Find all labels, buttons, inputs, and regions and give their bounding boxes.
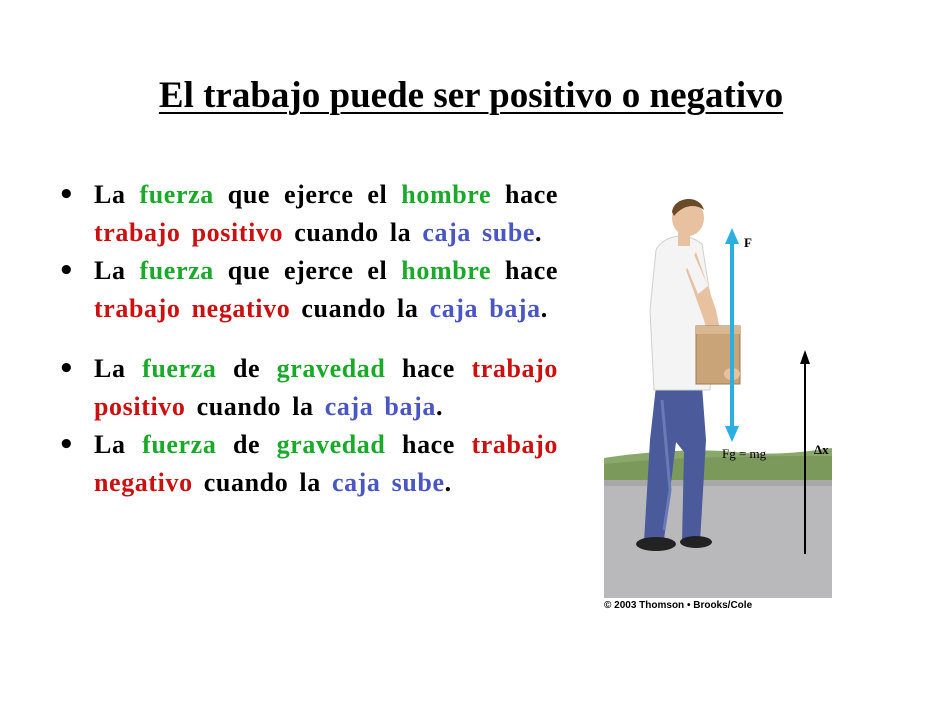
bullet-text-segment: hace	[385, 354, 472, 383]
bullet-text-segment: que ejerce el	[213, 180, 402, 209]
bullet-text-segment: cuando la	[192, 468, 332, 497]
bullet-text-segment: gravedad	[276, 430, 386, 459]
bullet-item	[58, 426, 558, 502]
bullet-text-segment: trabajo negativo	[94, 294, 291, 323]
bullet-text-segment: cuando la	[283, 218, 423, 247]
bullet-text-segment: fuerza	[139, 256, 214, 285]
bullet-item	[58, 252, 558, 328]
force-label: F	[744, 235, 752, 250]
bullet-text-segment: La	[94, 354, 143, 383]
bullet-text-segment: trabajo negativo	[94, 430, 558, 497]
bullet-text-segment: hombre	[401, 180, 492, 209]
bullet-text-segment: .	[535, 218, 543, 247]
bullet-text-segment: de	[216, 430, 277, 459]
bullet-text-segment: .	[540, 294, 548, 323]
slide-title: El trabajo puede ser positivo o negativo	[158, 75, 784, 116]
bullet-item	[58, 350, 558, 426]
bullet-text-segment: trabajo positivo	[94, 354, 558, 421]
bullet-text-segment: .	[444, 468, 452, 497]
bullet-text-segment: La	[94, 180, 140, 209]
bullet-text-segment: fuerza	[142, 430, 217, 459]
man-carrying-box-image	[604, 190, 832, 610]
bullet-text-segment: hombre	[401, 256, 492, 285]
bullet-text-segment: caja sube	[422, 218, 536, 247]
bullet-text-segment: cuando la	[290, 294, 430, 323]
bullet-text-segment: cuando la	[185, 392, 325, 421]
bullet-text-segment: fuerza	[142, 354, 217, 383]
gravity-force-label: Fg = mg	[722, 446, 767, 461]
bullet-text-segment: de	[216, 354, 277, 383]
bullet-text-segment: hace	[385, 430, 472, 459]
bullet-item	[58, 176, 558, 252]
bullet-text-segment: trabajo positivo	[94, 218, 284, 247]
displacement-label: Δx	[814, 442, 829, 457]
bullet-text-segment: caja sube	[331, 468, 445, 497]
bullet-text-segment: fuerza	[139, 180, 214, 209]
bullet-list	[58, 176, 558, 502]
illustration	[604, 190, 832, 610]
bullet-text-segment: .	[435, 392, 444, 421]
bullet-text-segment: La	[94, 430, 143, 459]
bullet-text-segment: La	[94, 256, 140, 285]
bullet-text-segment: hace	[491, 256, 558, 285]
bullet-text-segment: que ejerce el	[213, 256, 402, 285]
copyright-text: © 2003 Thomson • Brooks/Cole	[604, 600, 753, 611]
bullet-text-segment: caja baja	[324, 392, 436, 421]
bullet-text-segment: caja baja	[429, 294, 541, 323]
bullet-text-segment: hace	[491, 180, 558, 209]
bullet-text-segment: gravedad	[276, 354, 386, 383]
